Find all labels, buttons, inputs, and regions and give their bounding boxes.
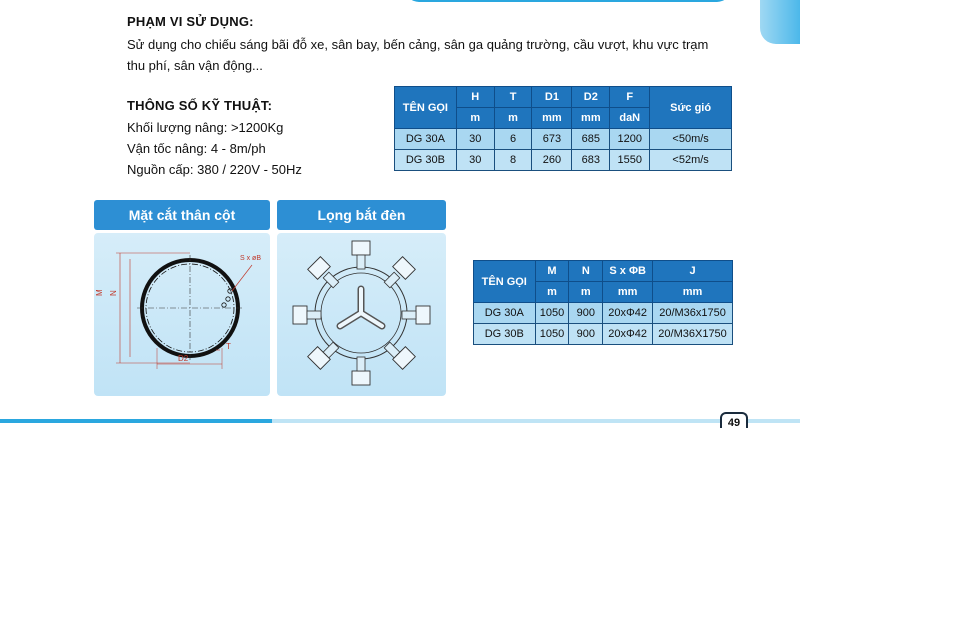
table-unit-cell: mm <box>603 282 653 303</box>
table-row <box>474 303 733 324</box>
table-unit-cell: m <box>456 108 494 129</box>
pole-spec-table <box>394 86 732 171</box>
table-header-cell: D2 <box>572 87 610 108</box>
table-cell: 8 <box>494 150 532 171</box>
table-header-cell: TÊN GỌI <box>395 87 457 129</box>
table-header-cell: N <box>569 261 603 282</box>
table-cell: 20/M36x1750 <box>653 303 733 324</box>
table-cell: DG 30A <box>474 303 536 324</box>
table-cell: DG 30B <box>474 324 536 345</box>
lamp-arm <box>357 357 365 371</box>
table-unit-cell: mm <box>532 108 572 129</box>
table-unit-cell: mm <box>653 282 733 303</box>
spec-line-weight: Khối lượng nâng: >1200Kg <box>127 120 284 135</box>
spec-line-speed: Vận tốc nâng: 4 - 8m/ph <box>127 141 266 156</box>
table-cell: 900 <box>569 324 603 345</box>
table-header-cell: F <box>610 87 650 108</box>
table-row <box>474 324 733 345</box>
table-cell: DG 30A <box>395 129 457 150</box>
bolt-hole <box>226 297 230 301</box>
table-header-cell: J <box>653 261 733 282</box>
flange-spec-table <box>473 260 733 345</box>
lamp-holder <box>416 306 430 324</box>
table-cell: 683 <box>572 150 610 171</box>
lamp-arm <box>357 255 365 269</box>
table-header-cell: H <box>456 87 494 108</box>
table-unit-cell: m <box>569 282 603 303</box>
flange-panel-header: Lọng bắt đèn <box>277 200 446 230</box>
usage-text: Sử dụng cho chiếu sáng bãi đỗ xe, sân bay, bến cảng, sân ga quảng trường, cầu vượt, khu vực trạm thu phí, sân vận động... <box>127 37 709 73</box>
table-header-cell: M <box>535 261 569 282</box>
table-cell: 1050 <box>535 303 569 324</box>
section-panel-header: Mặt cắt thân cột <box>94 200 270 230</box>
dim-m-label: M <box>95 289 104 296</box>
footer-bar <box>0 419 800 423</box>
table-header-cell: S x ΦB <box>603 261 653 282</box>
table-header-cell: T <box>494 87 532 108</box>
table-cell: 260 <box>532 150 572 171</box>
table-header-cell: D1 <box>532 87 572 108</box>
table-cell: 6 <box>494 129 532 150</box>
table-cell: DG 30B <box>395 150 457 171</box>
spec-title: THÔNG SỐ KỸ THUẬT: <box>127 98 273 113</box>
table-cell: 1200 <box>610 129 650 150</box>
dim-d2-label: D2 <box>178 354 189 363</box>
table-unit-cell: m <box>494 108 532 129</box>
table-header-row <box>395 87 732 108</box>
table-cell: 900 <box>569 303 603 324</box>
table-cell: 30 <box>456 129 494 150</box>
page-number: 49 <box>720 412 748 428</box>
table-row <box>395 129 732 150</box>
table-cell: 30 <box>456 150 494 171</box>
table-row <box>395 150 732 171</box>
dim-n-label: N <box>109 290 118 296</box>
table-unit-cell: m <box>535 282 569 303</box>
lamp-holder <box>352 371 370 385</box>
table-cell: <52m/s <box>650 150 732 171</box>
table-header-row <box>474 261 733 282</box>
table-unit-cell: mm <box>572 108 610 129</box>
table-cell: 20xΦ42 <box>603 303 653 324</box>
table-cell: 1550 <box>610 150 650 171</box>
table-cell: 20xΦ42 <box>603 324 653 345</box>
table-cell: 20/M36X1750 <box>653 324 733 345</box>
bolt-hole <box>222 303 226 307</box>
dim-t-label: T <box>226 342 231 351</box>
spec-line-power: Nguồn cấp: 380 / 220V - 50Hz <box>127 162 302 177</box>
flange-panel <box>277 233 446 396</box>
lamp-ring-diagram <box>277 233 446 396</box>
hole-leader-line <box>232 265 252 291</box>
table-header-cell: Sức gió <box>650 87 732 129</box>
section-panel <box>94 233 270 396</box>
pole-cross-section-diagram <box>94 233 270 396</box>
lamp-holder <box>352 241 370 255</box>
table-unit-cell: daN <box>610 108 650 129</box>
usage-title: PHẠM VI SỬ DỤNG: <box>127 14 254 29</box>
lamp-arm <box>402 311 416 319</box>
ring-y-bracket-inner <box>340 289 382 326</box>
table-cell: 1050 <box>535 324 569 345</box>
table-cell: 673 <box>532 129 572 150</box>
table-cell: <50m/s <box>650 129 732 150</box>
table-header-cell: TÊN GỌI <box>474 261 536 303</box>
table-cell: 685 <box>572 129 610 150</box>
lamp-holder <box>293 306 307 324</box>
top-frame-decoration <box>405 0 731 2</box>
hole-label: S x øB <box>240 255 262 262</box>
lamp-arm <box>307 311 321 319</box>
side-tab-decoration <box>760 0 800 44</box>
